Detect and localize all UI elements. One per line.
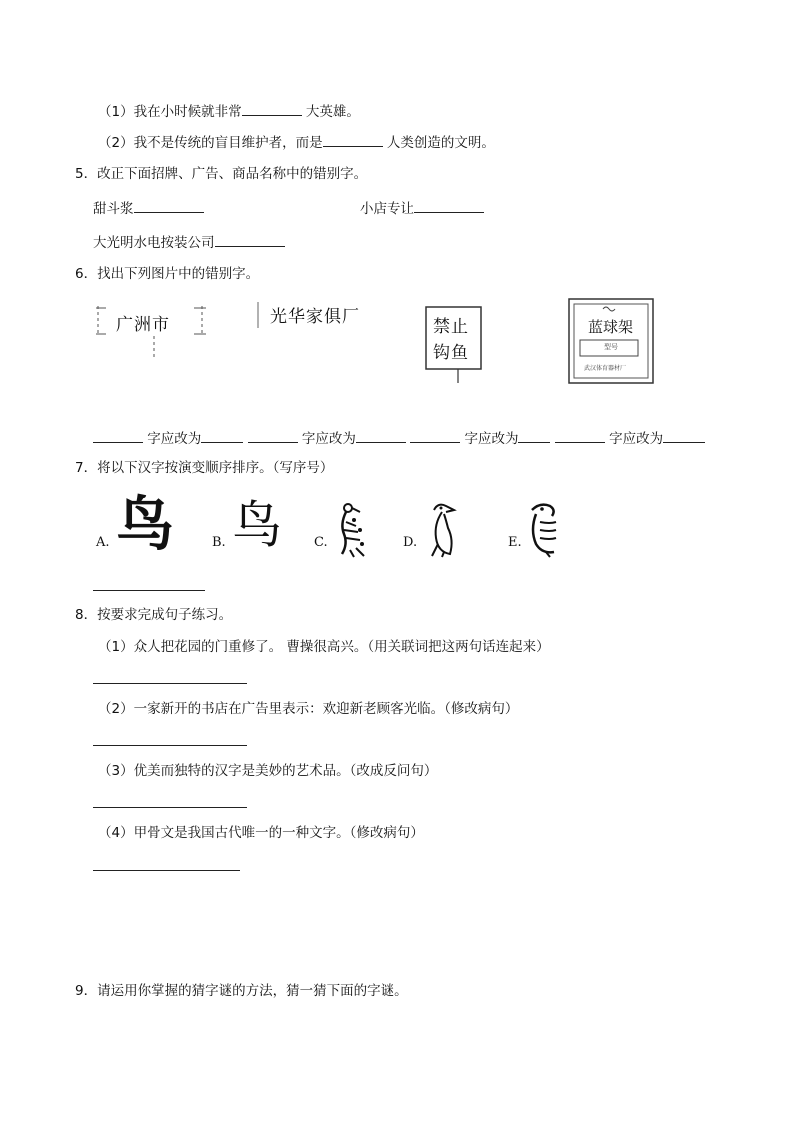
glyph-b-bird: 鸟 bbox=[232, 496, 282, 554]
q8-item-3: （3）优美而独特的汉字是美妙的艺术品。（改成反问句） bbox=[98, 763, 438, 779]
q9-title: 9．请运用你掌握的猜字谜的方法，猜一猜下面的字谜。 bbox=[75, 983, 408, 999]
glyph-d-oracle-bird bbox=[424, 500, 460, 558]
q5-item-3: 大光明水电按装公司 bbox=[93, 232, 285, 252]
sign-4-image bbox=[566, 296, 658, 388]
sign-3-image bbox=[424, 303, 484, 385]
q4-item-1: （1）我在小时候就非常 大英雄。 bbox=[98, 101, 360, 121]
answer-blank[interactable] bbox=[414, 198, 484, 213]
q6-answer-row: 字应改为 字应改为 字应改为 字应改为 bbox=[93, 428, 705, 448]
sign-4-maker: 武汉体育器材厂 bbox=[584, 365, 627, 372]
answer-blank[interactable] bbox=[93, 428, 143, 443]
q5-item-2: 小店专让 bbox=[360, 198, 484, 218]
answer-blank[interactable] bbox=[134, 198, 204, 213]
answer-blank[interactable] bbox=[356, 428, 406, 443]
sign-3-line-1: 禁止 bbox=[433, 317, 469, 337]
answer-blank[interactable] bbox=[555, 428, 605, 443]
q8-answer-line-3[interactable] bbox=[93, 807, 247, 808]
sign-2-text: 光华家俱厂 bbox=[270, 307, 360, 327]
q5-item-1: 甜斗浆 bbox=[93, 198, 204, 218]
q5-title: 5．改正下面招牌、广告、商品名称中的错别字。 bbox=[75, 166, 368, 182]
answer-blank[interactable] bbox=[215, 232, 285, 247]
sign-1-text: 广洲市 bbox=[116, 315, 170, 335]
sign-4-sub: 型号 bbox=[604, 343, 618, 351]
q4-item-2: （2）我不是传统的盲目维护者，而是 人类创造的文明。 bbox=[98, 132, 495, 152]
q8-answer-line-2[interactable] bbox=[93, 745, 247, 746]
option-b-label: B. bbox=[212, 535, 226, 550]
answer-blank[interactable] bbox=[663, 428, 705, 443]
answer-blank[interactable] bbox=[410, 428, 460, 443]
glyph-a-bird: 鸟 bbox=[116, 490, 175, 558]
q7-title: 7．将以下汉字按演变顺序排序。（写序号） bbox=[75, 460, 334, 476]
sign-3-line-2: 钩鱼 bbox=[433, 343, 469, 363]
option-c-label: C. bbox=[314, 535, 328, 550]
q8-item-1: （1）众人把花园的门重修了。 曹操很高兴。（用关联词把这两句话连起来） bbox=[98, 639, 550, 655]
q7-answer-line[interactable] bbox=[93, 590, 205, 591]
q8-answer-line-1[interactable] bbox=[93, 683, 247, 684]
answer-blank[interactable] bbox=[201, 428, 243, 443]
sign-1-image bbox=[96, 302, 206, 360]
sign-4-title: 蓝球架 bbox=[588, 318, 634, 336]
glyph-e-bronze-bird bbox=[526, 500, 562, 558]
option-e-label: E. bbox=[508, 535, 522, 550]
q8-title: 8．按要求完成句子练习。 bbox=[75, 607, 233, 623]
answer-blank[interactable] bbox=[242, 101, 302, 116]
answer-blank[interactable] bbox=[323, 132, 383, 147]
glyph-c-seal-bird bbox=[332, 500, 372, 558]
option-a-label: A. bbox=[96, 535, 110, 550]
sign-2-image bbox=[256, 300, 376, 336]
q8-item-4: （4）甲骨文是我国古代唯一的一种文字。（修改病句） bbox=[98, 825, 424, 841]
q6-title: 6．找出下列图片中的错别字。 bbox=[75, 266, 260, 282]
q8-answer-line-4[interactable] bbox=[93, 870, 240, 871]
option-d-label: D. bbox=[403, 535, 418, 550]
answer-blank[interactable] bbox=[248, 428, 298, 443]
q8-item-2: （2）一家新开的书店在广告里表示：欢迎新老顾客光临。（修改病句） bbox=[98, 701, 519, 717]
answer-blank[interactable] bbox=[518, 428, 550, 443]
